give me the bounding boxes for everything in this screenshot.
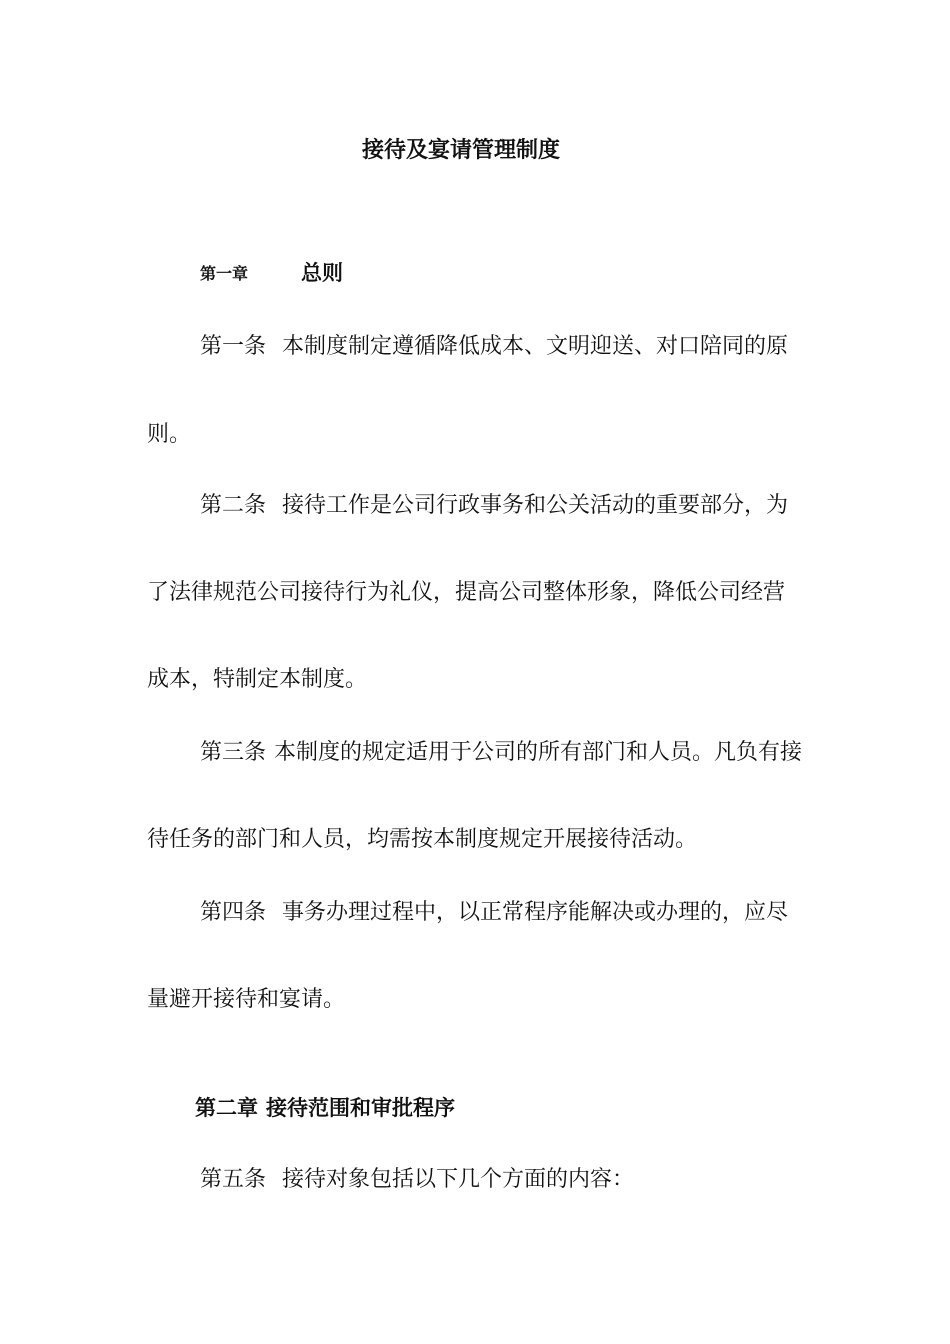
article4-label: 第四条 bbox=[200, 900, 267, 925]
article5-label: 第五条 bbox=[200, 1167, 267, 1192]
article2-text-line3: 成本，特制定本制度。 bbox=[147, 667, 368, 692]
chapter2-heading bbox=[195, 1093, 455, 1123]
article5-first-line bbox=[200, 1165, 634, 1195]
article1-label: 第一条 bbox=[200, 334, 267, 359]
article1-text-line1: 本制度制定遵循降低成本、文明迎送、对口陪同的原 bbox=[282, 334, 789, 359]
chapter2-title: 接待范围和审批程序 bbox=[266, 1096, 455, 1120]
article2-label: 第二条 bbox=[200, 493, 267, 518]
article5-text: 接待对象包括以下几个方面的内容： bbox=[282, 1167, 635, 1192]
article3-text-line2: 待任务的部门和人员，均需按本制度规定开展接待活动。 bbox=[147, 827, 698, 852]
article3-label: 第三条 bbox=[200, 740, 267, 765]
article2-text-line1: 接待工作是公司行政事务和公关活动的重要部分，为 bbox=[282, 493, 789, 518]
article3-first-line bbox=[200, 738, 802, 768]
article3-text-line1: 本制度的规定适用于公司的所有部门和人员。凡负有接 bbox=[274, 740, 803, 765]
article1-first-line bbox=[200, 332, 788, 362]
article4-text-line2: 量避开接待和宴请。 bbox=[147, 987, 346, 1012]
document-title: 接待及宴请管理制度 bbox=[361, 138, 560, 163]
chapter2-label: 第二章 bbox=[195, 1096, 258, 1120]
article4-text-line1: 事务办理过程中，以正常程序能解决或办理的，应尽 bbox=[282, 900, 789, 925]
article1-text-line2: 则。 bbox=[147, 422, 192, 447]
chapter1-label: 第一章 bbox=[200, 264, 249, 283]
article4-first-line bbox=[200, 898, 788, 928]
chapter1-title: 总则 bbox=[301, 261, 343, 285]
article2-first-line bbox=[200, 491, 788, 521]
article2-text-line2: 了法律规范公司接待行为礼仪，提高公司整体形象，降低公司经营 bbox=[147, 580, 786, 605]
